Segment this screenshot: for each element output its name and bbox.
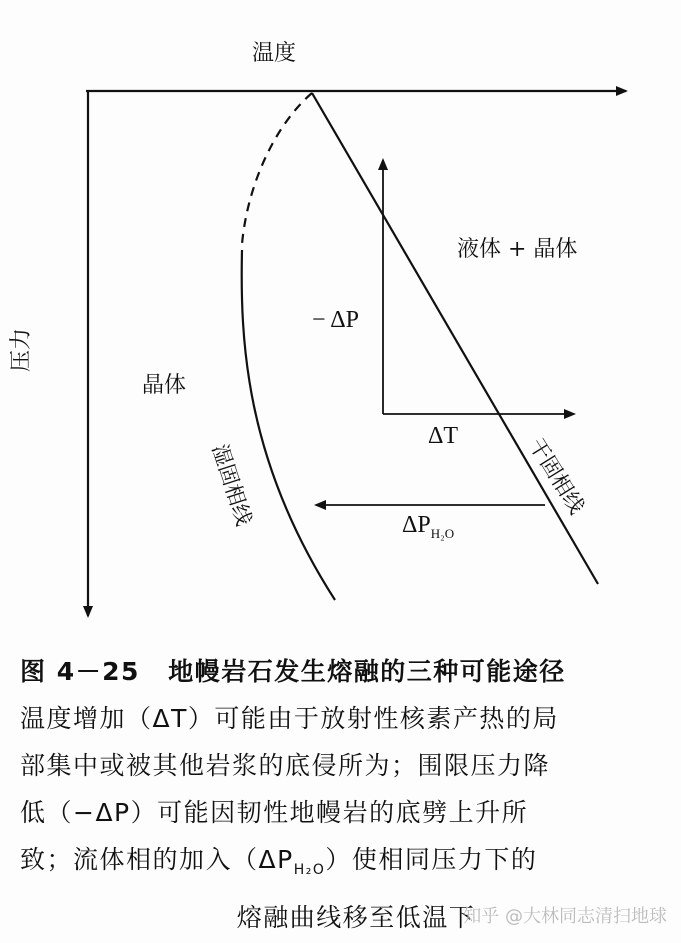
pressure-axis-label: 压力 bbox=[9, 327, 34, 372]
wet-solidus-curve bbox=[242, 250, 335, 600]
caption-line-3: 部集中或被其他岩浆的底侵所为；围限压力降 bbox=[20, 751, 551, 780]
liquid-crystal-region-label: 液体 + 晶体 bbox=[457, 237, 578, 262]
caption-line-2: 温度增加（ΔT）可能由于放射性核素产热的局 bbox=[20, 704, 559, 733]
delta-p-h2o-subscript: H₂O bbox=[430, 525, 455, 541]
caption-line-5-end: ）使相同压力下的 bbox=[325, 845, 538, 874]
delta-p-h2o-main: ΔP bbox=[402, 512, 431, 538]
watermark: 知乎 @大林同志清扫地球 bbox=[463, 906, 667, 927]
crystal-region-label: 晶体 bbox=[142, 373, 187, 398]
dry-solidus-line bbox=[312, 93, 598, 584]
delta-p-h2o-label bbox=[402, 512, 454, 542]
wet-solidus-label: 湿固相线 bbox=[207, 441, 257, 529]
wet-solidus-dashed-curve bbox=[242, 93, 312, 244]
figure-number: 图 4－25 bbox=[20, 657, 140, 686]
caption-line-5-subscript: H₂O bbox=[293, 862, 326, 878]
caption-line-6: 熔融曲线移至低温下 bbox=[236, 903, 476, 932]
minus-delta-p-label: − ΔP bbox=[312, 307, 359, 333]
caption-line-1 bbox=[20, 648, 668, 695]
caption-line-5-start: 致；流体相的加入（ΔP bbox=[20, 845, 294, 874]
temperature-axis-label: 温度 bbox=[252, 41, 297, 66]
caption-line-5 bbox=[20, 836, 668, 894]
caption-title: 地幔岩石发生熔融的三种可能途径 bbox=[168, 657, 566, 686]
dry-solidus-label: 干固相线 bbox=[524, 434, 590, 519]
figure-caption bbox=[20, 648, 668, 941]
caption-line-4: 低（−ΔP）可能因韧性地幔岩的底劈上升所 bbox=[20, 798, 529, 827]
delta-t-label: ΔT bbox=[428, 423, 459, 449]
